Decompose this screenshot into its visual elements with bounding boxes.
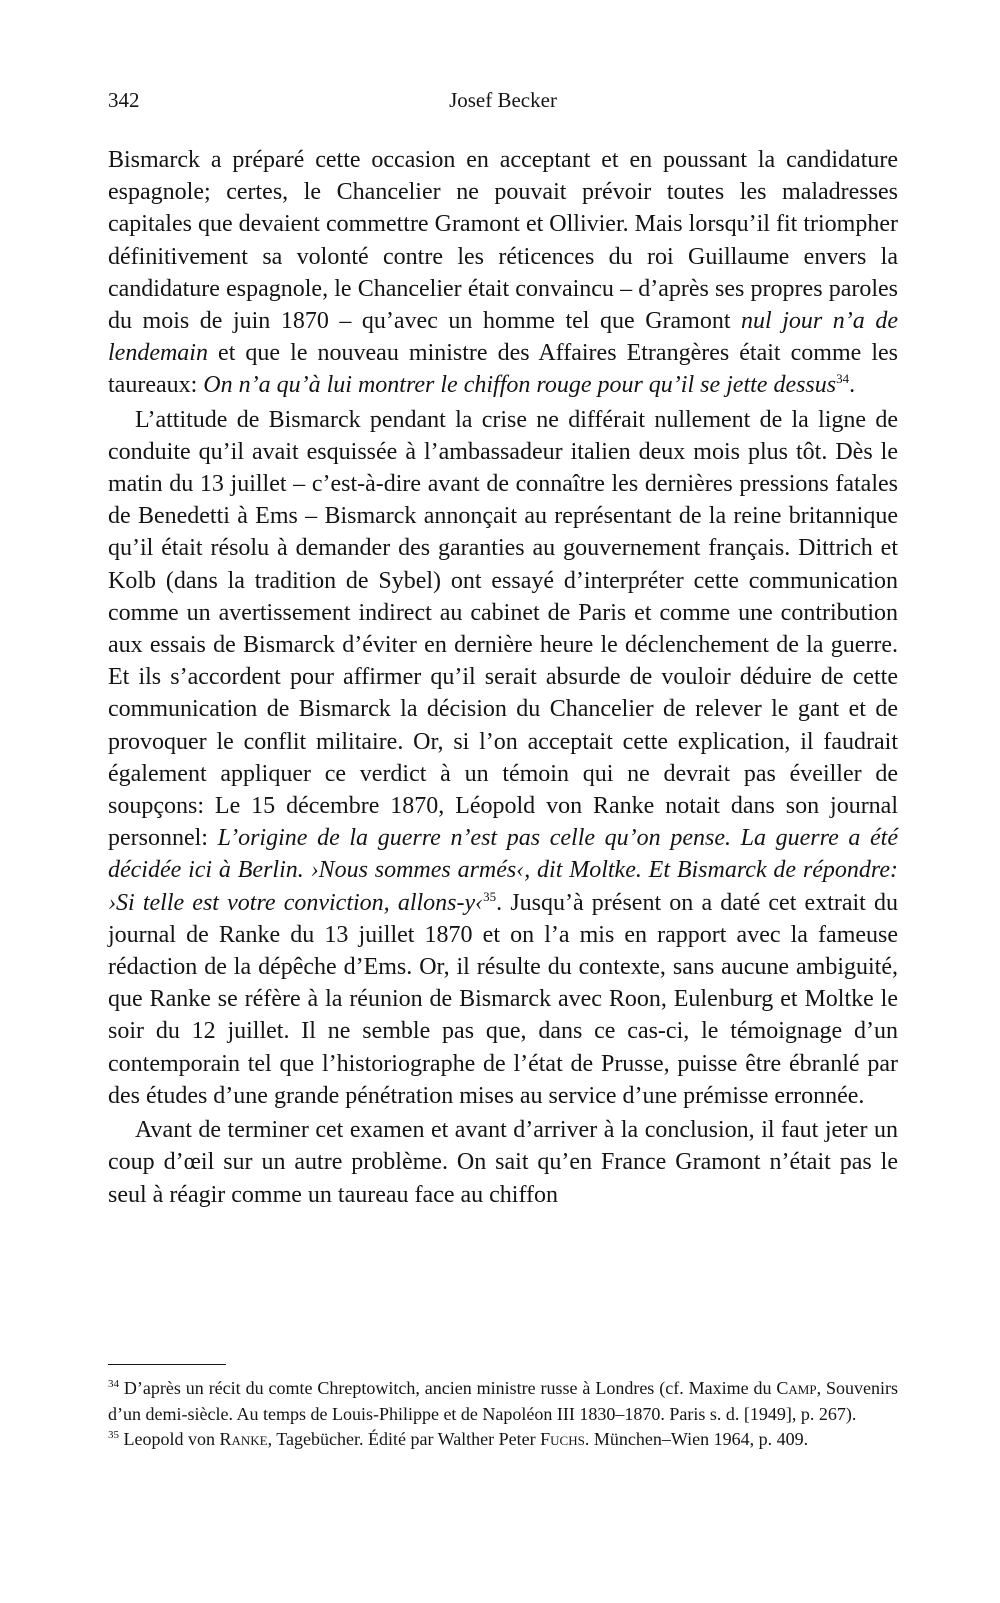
paragraph-1-text-c: . — [849, 372, 856, 399]
footnote-35-editor: Fuchs — [540, 1429, 585, 1449]
paragraph-2-italic-quote: L’origine de la guerre n’est pas celle qu’on pense. La guerre a été décidée ici à Berlin. ›Nous sommes armés‹, dit Moltke. Et Bismarck de répondre: ›Si telle est votre conviction, allons-y‹ — [108, 825, 898, 916]
footnote-34 — [108, 1376, 898, 1427]
paragraph-1-italic-b: On n’a qu’à lui montrer le chiffon rouge pour qu’il se jette dessus — [203, 372, 837, 399]
paragraph-2-text-a: L’attitude de Bismarck pendant la crise ne différait nullement de la ligne de conduite qu’il avait esquissée à l’ambassadeur italien deux mois plus tôt. Dès le matin du 13 juillet – c’est-à-dire avant de connaître les dernières pressions fatales de Benedetti à Ems – Bismarck annonçait au représentant de la reine britannique qu’il était résolu à demander des garanties au gouvernement français. Dittrich et Kolb (dans la tradition de Sybel) ont essayé d’interpréter cette communication comme un avertissement indirect au cabinet de Paris et comme une contribution aux essais de Bismarck d’éviter en dernière heure le déclenchement de la guerre. Et ils s’accordent pour affirmer qu’il serait absurde de vouloir déduire de cette communication de Bismarck la décision du Chancelier de relever le gant et de provoquer le conflit militaire. Or, si l’on acceptait cette explication, il faudrait également appliquer ce verdict à un témoin qui ne devrait pas éveiller de soupçons: Le 15 décembre 1870, Léopold von Ranke notait dans son journal personnel: — [108, 406, 898, 852]
paragraph-1-italic-a: nul jour n’a de lendemain — [108, 308, 898, 367]
footnote-separator — [108, 1364, 226, 1365]
paragraph-1 — [108, 144, 898, 402]
running-title: Josef Becker — [449, 88, 557, 112]
paragraph-1-text-a: Bismarck a préparé cette occasion en acceptant et en poussant la candidature espagnole; certes, le Chancelier ne pouvait prévoir toutes les maladresses capitales que devaient commettre Gramont et Ollivier. Mais lorsqu’il fit triompher définitivement sa volonté contre les réticences du roi Guillaume envers la candidature espagnole, le Chancelier était convaincu – d’après ses propres paroles du mois de juin 1870 – qu’avec un homme tel que Gramont — [108, 147, 898, 335]
footnote-34-text-a: D’après un récit du comte Chreptowitch, ancien ministre russe à Londres (cf. Maxime du — [119, 1378, 777, 1398]
paragraph-1-text-b: et que le nouveau ministre des Affaires Etrangères était comme les taureaux: — [108, 340, 898, 399]
footnote-35-text-c: . München–Wien 1964, p. 409. — [584, 1429, 809, 1449]
body-text — [108, 144, 898, 1211]
footnote-ref-35[interactable]: 35 — [483, 888, 497, 904]
footnote-35-author: Ranke — [219, 1429, 268, 1449]
paragraph-2-text-b: . Jusqu’à présent on a daté cet extrait du journal de Ranke du 13 juillet 1870 et on l’a mis en rapport avec la fameuse rédaction de la dépêche d’Ems. Or, il résulte du contexte, sans aucune ambiguité, que Ranke se réfère à la réunion de Bismarck avec Roon, Eulenburg et Moltke le soir du 12 juillet. Il ne semble pas que, dans ce cas-ci, le témoignage d’un contemporain tel que l’historiographe de l’état de Prusse, puisse être ébranlé par des études d’une grande pénétration mises au service d’une prémisse erronnée. — [108, 889, 899, 1109]
page-number: 342 — [108, 88, 140, 112]
footnote-35-text-b: , Tagebücher. Édité par Walther Peter — [267, 1429, 541, 1449]
footnotes — [108, 1376, 898, 1453]
footnote-ref-34[interactable]: 34 — [836, 371, 850, 387]
footnote-34-number: 34 — [108, 1378, 119, 1390]
paragraph-2 — [108, 404, 898, 1112]
paragraph-3 — [108, 1114, 898, 1211]
footnote-34-author: Camp — [776, 1378, 817, 1398]
paragraph-3-text: Avant de terminer cet examen et avant d’arriver à la conclusion, il faut jeter un coup d’œil sur un autre problème. On sait qu’en France Gramont n’était pas le seul à réagir comme un taureau face au chiffon — [108, 1117, 898, 1208]
footnote-34-text-b: , Souvenirs d’un demi-siècle. Au temps de Louis-Philippe et de Napoléon III 1830–1870. Paris s. d. [1949], p. 267). — [108, 1378, 899, 1424]
footnote-35-text-a: Leopold von — [119, 1429, 220, 1449]
page-header — [108, 88, 898, 120]
footnote-35 — [108, 1427, 898, 1453]
footnote-35-number: 35 — [108, 1429, 119, 1441]
